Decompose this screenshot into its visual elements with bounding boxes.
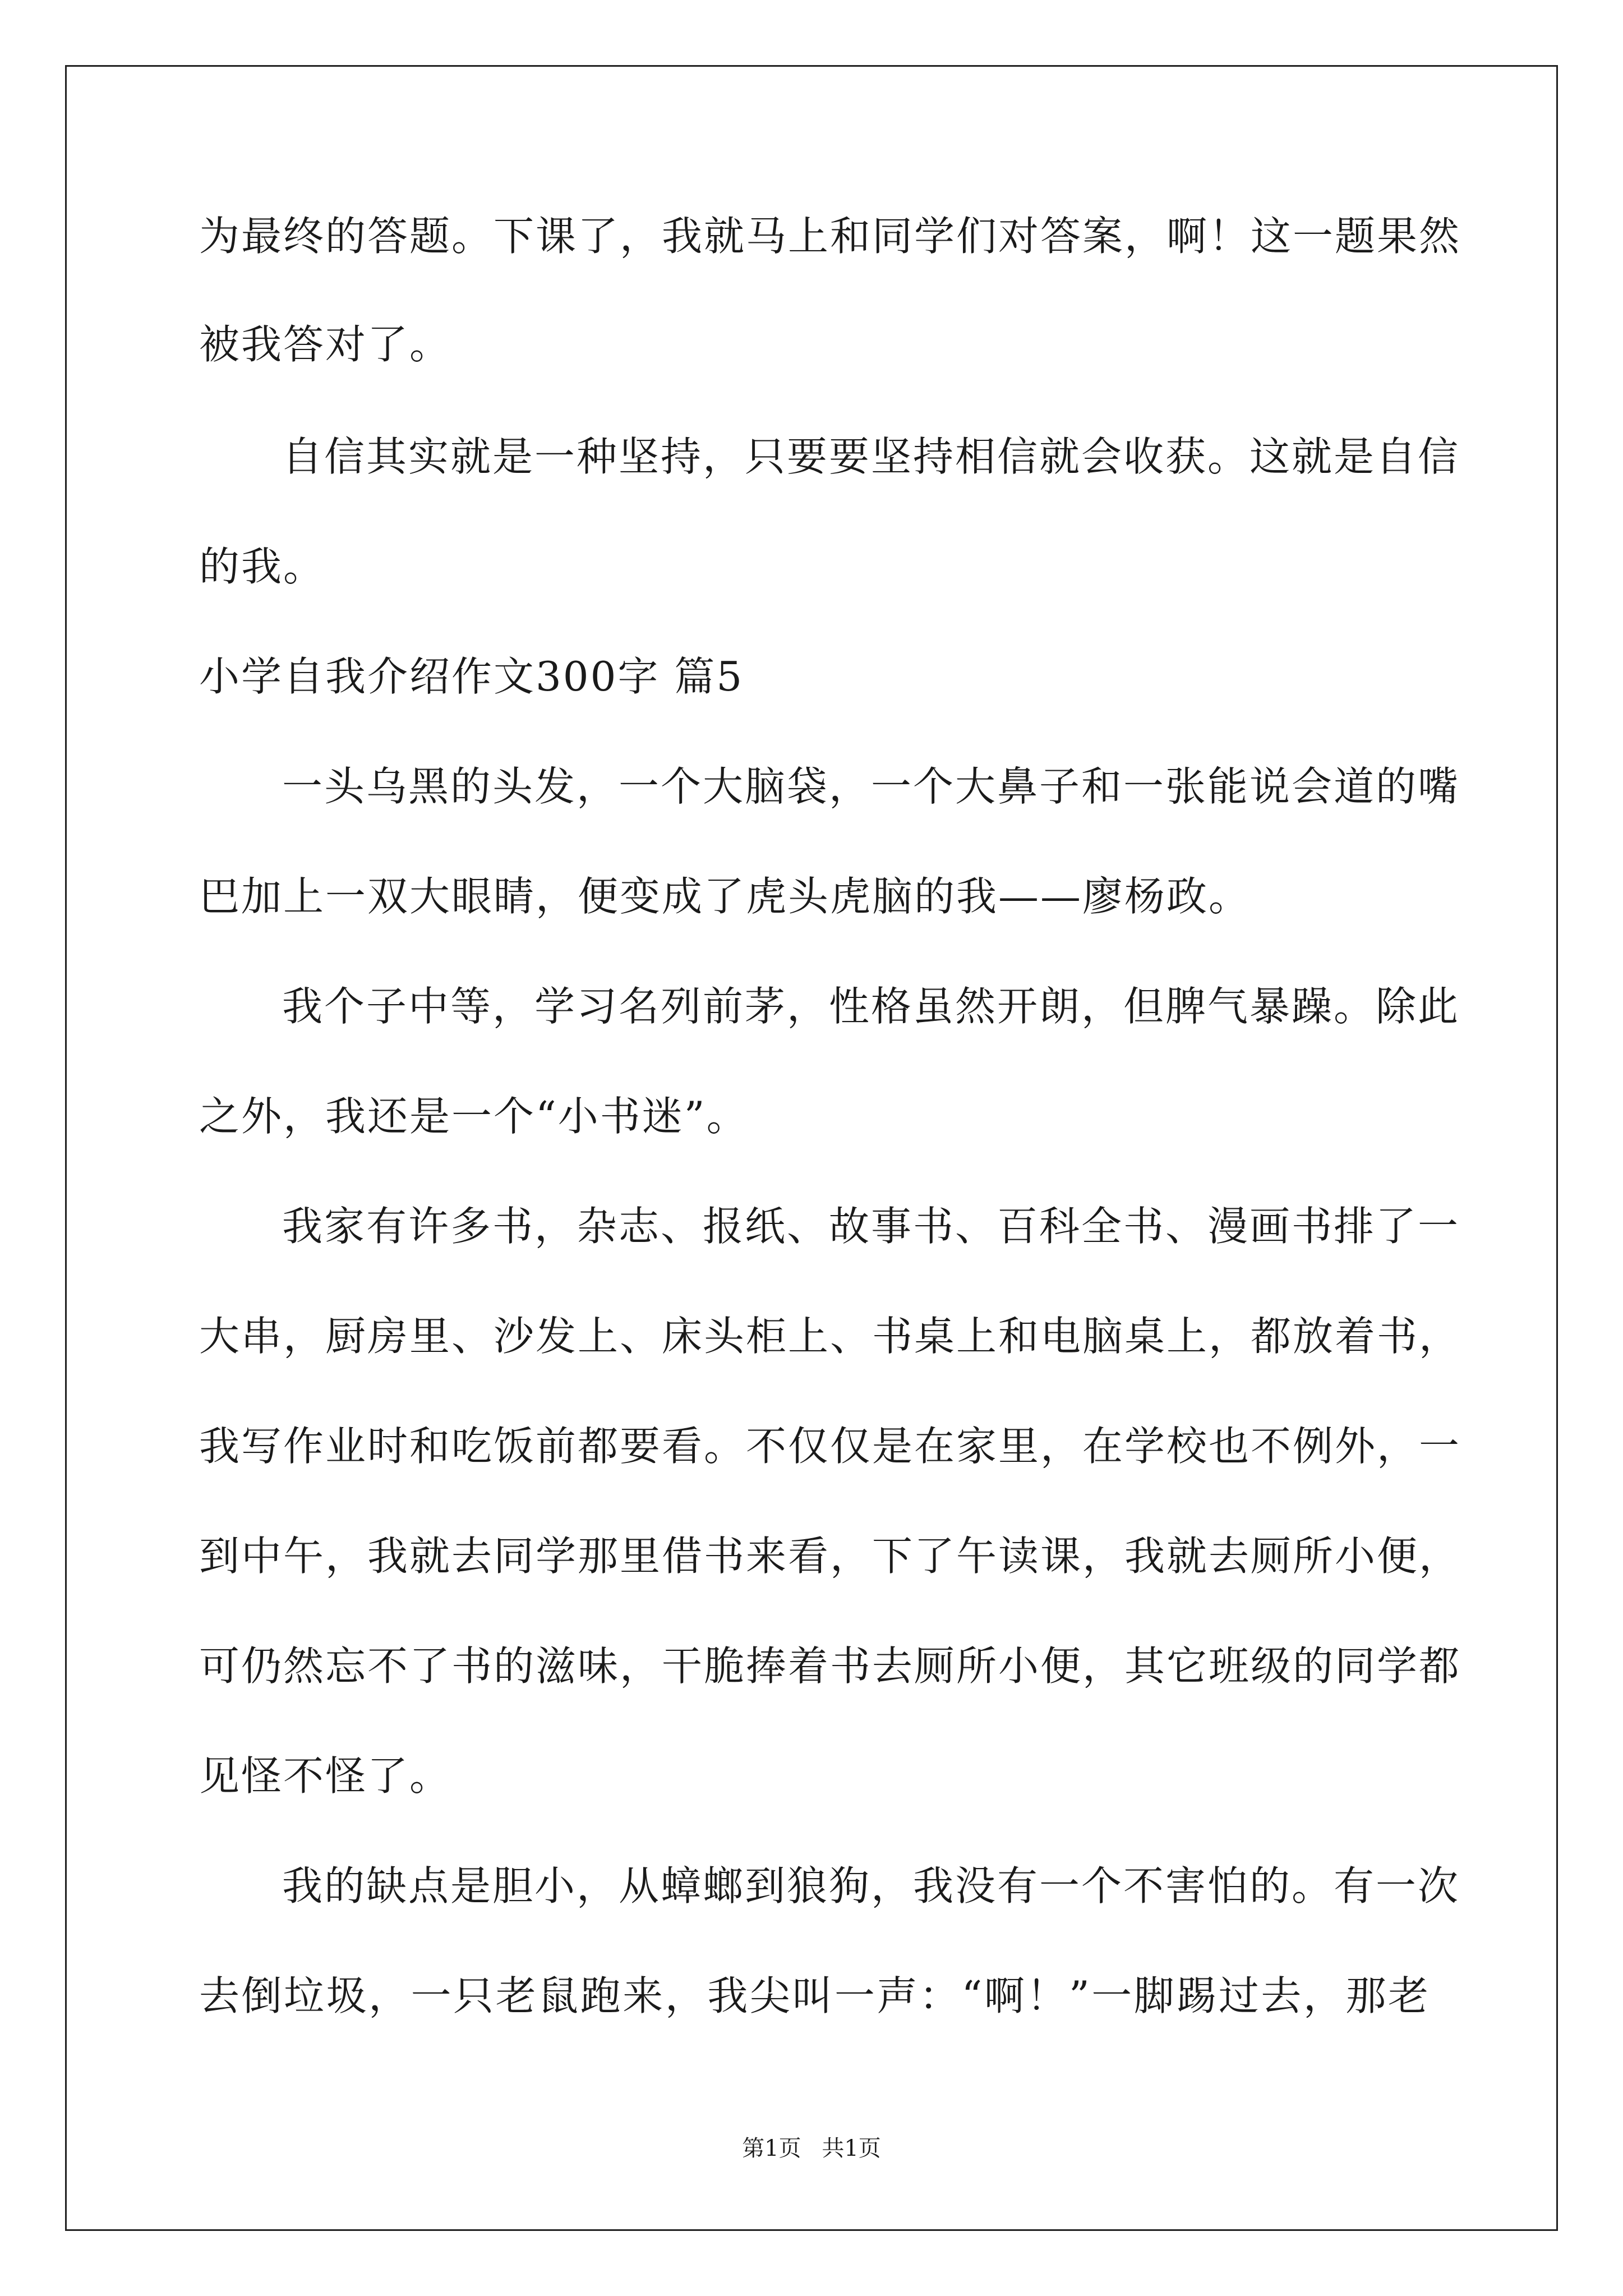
text-line: 为最终的答题。下课了，我就马上和同学们对答案，啊！这一题果然 bbox=[199, 213, 1461, 260]
total-pages: 共1页 bbox=[822, 2136, 881, 2161]
text-line: 一头乌黑的头发，一个大脑袋，一个大鼻子和一张能说会道的嘴 bbox=[282, 763, 1460, 810]
text-line: 自信其实就是一种坚持，只要要坚持相信就会收获。这就是自信 bbox=[282, 433, 1460, 480]
page-footer bbox=[0, 2135, 1623, 2162]
text-line: 可仍然忘不了书的滋味，干脆捧着书去厕所小便，其它班级的同学都 bbox=[199, 1642, 1461, 1690]
text-line: 我家有许多书，杂志、报纸、故事书、百科全书、漫画书排了一 bbox=[282, 1203, 1460, 1250]
text-line: 我个子中等，学习名列前茅，性格虽然开朗，但脾气暴躁。除此 bbox=[282, 983, 1460, 1030]
text-line: 见怪不怪了。 bbox=[199, 1752, 452, 1800]
text-line: 的我。 bbox=[199, 543, 326, 590]
text-line: 大串，厨房里、沙发上、床头柜上、书桌上和电脑桌上，都放着书， bbox=[199, 1313, 1461, 1360]
section-heading: 小学自我介绍作文300字 篇5 bbox=[199, 653, 744, 700]
text-line: 我写作业时和吃饭前都要看。不仅仅是在家里，在学校也不例外，一 bbox=[199, 1423, 1461, 1470]
text-line: 被我答对了。 bbox=[199, 321, 452, 368]
text-line: 去倒垃圾，一只老鼠跑来，我尖叫一声：“啊！”一脚踢过去，那老 bbox=[199, 1972, 1430, 2019]
text-line: 我的缺点是胆小，从蟑螂到狼狗，我没有一个不害怕的。有一次 bbox=[282, 1862, 1460, 1910]
text-line: 到中午，我就去同学那里借书来看，下了午读课，我就去厕所小便， bbox=[199, 1533, 1461, 1580]
text-line: 巴加上一双大眼睛，便变成了虎头虎脑的我——廖杨政。 bbox=[199, 873, 1251, 920]
text-line: 之外，我还是一个“小书迷”。 bbox=[199, 1093, 749, 1140]
current-page-number: 第1页 bbox=[742, 2136, 801, 2161]
